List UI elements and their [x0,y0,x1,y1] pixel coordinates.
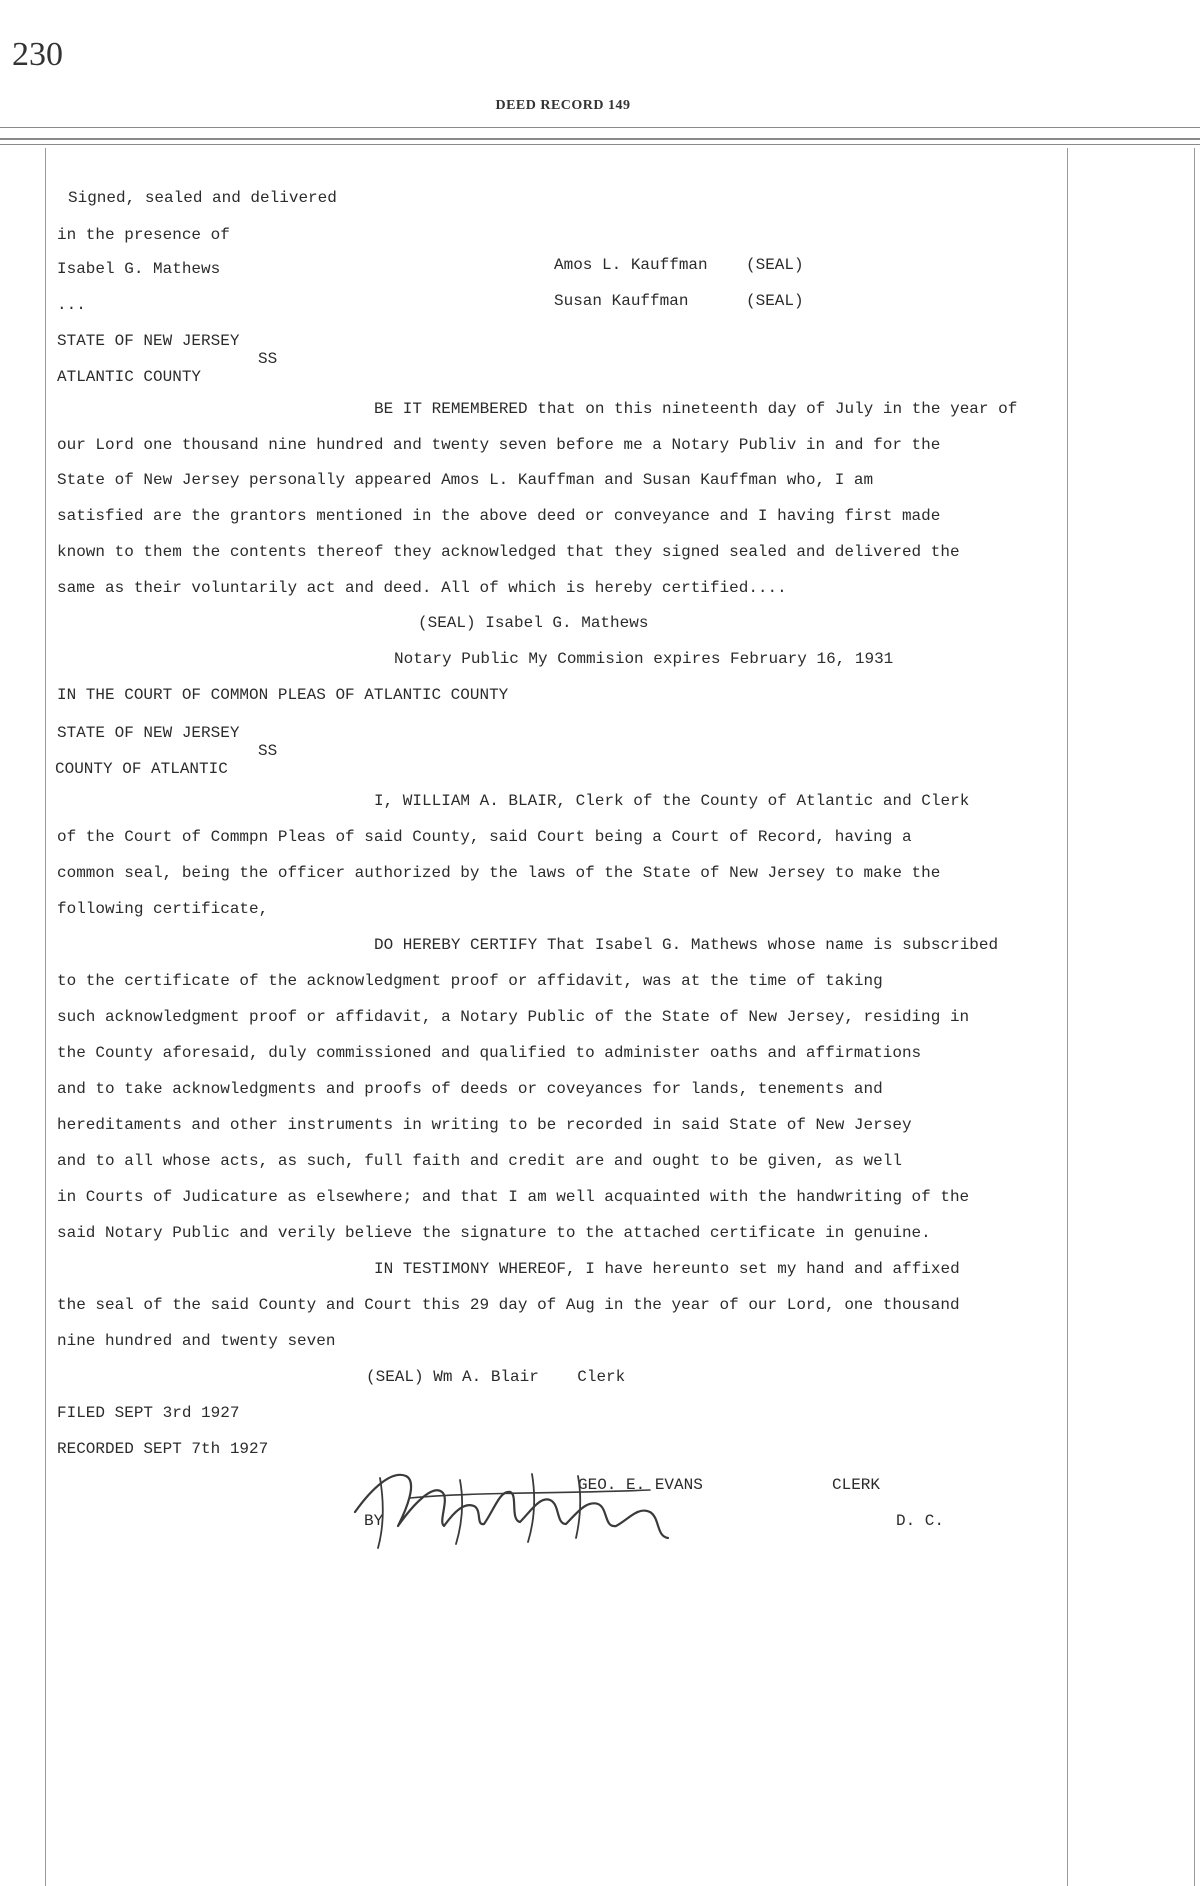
header-rule-bottom [0,144,1200,145]
cert-line: such acknowledgment proof or affidavit, a Notary Public of the State of New Jersey, residing in [57,1008,970,1026]
execution-line-2: in the presence of [57,226,230,244]
cert-line: IN TESTIMONY WHEREOF, I have hereunto set my hand and affixed [374,1260,960,1278]
cert-line: I, WILLIAM A. BLAIR, Clerk of the County of Atlantic and Clerk [374,792,970,810]
cert-line: the County aforesaid, duly commissioned and qualified to administer oaths and affirmations [57,1044,922,1062]
deputy-signature-image [350,1450,700,1560]
court-heading: IN THE COURT OF COMMON PLEAS OF ATLANTIC COUNTY [57,686,509,704]
cert-line: and to all whose acts, as such, full faith and credit are and ought to be given, as well [57,1152,902,1170]
ack-venue-ss: SS [258,350,278,368]
cert-line: to the certificate of the acknowledgment proof or affidavit, was at the time of taking [57,972,883,990]
right-margin-line [1067,148,1068,1886]
recording-clerk-title: CLERK [832,1476,881,1494]
cert-line: and to take acknowledgments and proofs of deeds or coveyances for lands, tenements and [57,1080,883,1098]
witness-name: Isabel G. Mathews [57,260,221,278]
execution-line-1: Signed, sealed and delivered [68,189,337,207]
ack-venue-state: STATE OF NEW JERSEY [57,332,240,350]
notary-signature: (SEAL) Isabel G. Mathews [418,614,649,632]
ack-line: BE IT REMEMBERED that on this nineteenth day of July in the year of [374,400,1018,418]
header-rule-top [0,127,1200,128]
recording-by: BY [364,1512,384,1530]
grantor-2-seal: (SEAL) [746,292,804,310]
cert-line: in Courts of Judicature as elsewhere; and that I am well acquainted with the handwriting of the [57,1188,970,1206]
recorded-date: RECORDED SEPT 7th 1927 [57,1440,269,1458]
cert-line: the seal of the said County and Court this 29 day of Aug in the year of our Lord, one thousand [57,1296,960,1314]
execution-ellipsis: ... [57,296,86,314]
ack-line: State of New Jersey personally appeared Amos L. Kauffman and Susan Kauffman who, I am [57,471,874,489]
cert-venue-ss: SS [258,742,278,760]
grantor-2-name: Susan Kauffman [554,292,689,310]
clerk-signature: (SEAL) Wm A. Blair Clerk [366,1368,626,1386]
cert-venue-county: COUNTY OF ATLANTIC [55,760,228,778]
ack-venue-county: ATLANTIC COUNTY [57,368,202,386]
cert-venue-state: STATE OF NEW JERSEY [57,724,240,742]
ack-line: satisfied are the grantors mentioned in the above deed or conveyance and I having first made [57,507,941,525]
record-title: DEED RECORD 149 [495,98,631,113]
filed-date: FILED SEPT 3rd 1927 [57,1404,240,1422]
cert-line: nine hundred and twenty seven [57,1332,336,1350]
cert-line: following certificate, [57,900,269,918]
cert-line: hereditaments and other instruments in writing to be recorded in said State of New Jersey [57,1116,912,1134]
left-margin-line [45,148,46,1886]
cert-line: said Notary Public and verily believe the signature to the attached certificate in genuine. [57,1224,931,1242]
cert-line: of the Court of Commpn Pleas of said County, said Court being a Court of Record, having a [57,828,912,846]
recording-clerk-name: GEO. E. EVANS [578,1476,703,1494]
right-edge-line [1194,148,1195,1886]
cert-line: common seal, being the officer authorized by the laws of the State of New Jersey to make the [57,864,941,882]
ack-line: same as their voluntarily act and deed. All of which is hereby certified.... [57,579,787,597]
header-rule-double [0,138,1200,140]
grantor-1-name: Amos L. Kauffman [554,256,708,274]
notary-commission: Notary Public My Commision expires February 16, 1931 [394,650,894,668]
ack-line: our Lord one thousand nine hundred and twenty seven before me a Notary Publiv in and for the [57,436,941,454]
deputy-clerk-abbrev: D. C. [896,1512,945,1530]
ack-line: known to them the contents thereof they acknowledged that they signed sealed and delivered the [57,543,960,561]
page-number: 230 [12,36,63,73]
grantor-1-seal: (SEAL) [746,256,804,274]
cert-line: DO HEREBY CERTIFY That Isabel G. Mathews whose name is subscribed [374,936,999,954]
